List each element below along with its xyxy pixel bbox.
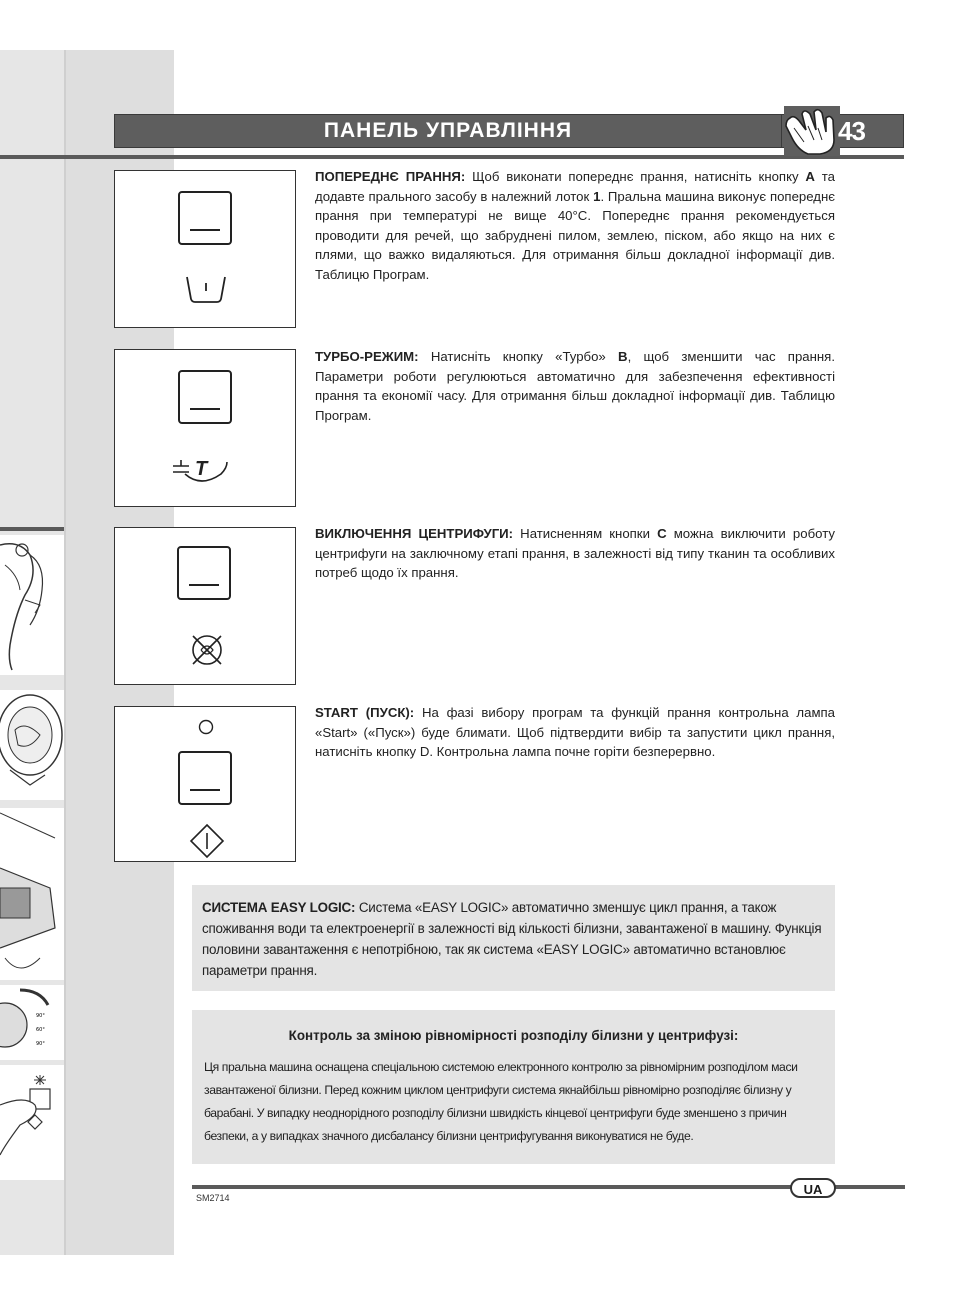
turbo-description: [315, 347, 835, 425]
spin-off-key-c: C: [657, 526, 667, 541]
turbo-heading: ТУРБО-РЕЖИМ:: [315, 349, 419, 364]
turbo-panel-box: [114, 349, 296, 507]
easy-logic-text: [202, 897, 823, 981]
drawer-sketch-image: [0, 808, 64, 980]
left-strip-divider: [64, 50, 66, 1255]
prewash-button[interactable]: [178, 191, 232, 245]
easy-logic-heading: СИСТЕМА EASY LOGIC:: [202, 900, 356, 915]
prewash-key-a: A: [805, 169, 815, 184]
start-description: [315, 703, 835, 762]
spin-control-box: [192, 1010, 835, 1164]
spin-off-panel-box: [114, 527, 296, 685]
prewash-text-3: . Пральна машина виконує попереднє прання при температурі не вище 40°С. Попереднє прання рекомендується проводити для речей, що забруднені пилом, землею, піском, або якщо на них є плями, що важко видаляються. Для отримання більш докладної інформації див. Таблицю Програм.: [315, 188, 835, 282]
document-code: SM2714: [196, 1193, 230, 1203]
drum-sketch-image: [0, 690, 64, 800]
start-heading: START (ПУСК):: [315, 705, 415, 720]
svg-text:90°: 90°: [36, 1041, 45, 1047]
turbo-button[interactable]: [178, 370, 232, 424]
spin-off-description: [315, 524, 835, 583]
header-rule: [0, 155, 904, 159]
turbo-text-2: , щоб зменшити час прання. Параметри роботи регулюються автоматично для забезпечення ефективності прання та економії часу. Для отримання більш докладної інформації див. Таблицю Програм.: [315, 349, 835, 423]
easy-logic-box: [192, 885, 835, 991]
spin-control-title: Контроль за зміною рівномірності розподілу білизни у центрифузі:: [288, 1028, 739, 1043]
language-badge: UA: [790, 1178, 836, 1198]
prewash-key-1: 1: [593, 188, 601, 204]
prewash-description: [315, 167, 835, 284]
start-indicator-lamp-icon: [198, 719, 214, 735]
hand-icon: [784, 106, 840, 156]
prewash-text-2: та додавте прального засобу в належний лоток: [315, 169, 836, 204]
start-button[interactable]: [178, 751, 232, 805]
svg-text:90°: 90°: [36, 1013, 45, 1019]
turbo-icon: [171, 454, 235, 484]
prewash-tub-icon: [185, 275, 227, 305]
spin-off-text-1: Натисненням кнопки: [513, 526, 658, 541]
hand-press-sketch-image: [0, 1065, 64, 1180]
turbo-text-1: Натисніть кнопку «Турбо»: [418, 349, 619, 364]
title-bar: [114, 114, 782, 148]
easy-logic-body: Система «EASY LOGIC» автоматично зменшує цикл прання, а також споживання води та електроенергії в залежності від кількості білизни, завантаженої в машину. Функція половини завантаження є непотрібною, так як система «EASY LOGIC» автоматично встановлює параметри прання.: [202, 900, 822, 978]
start-pause-icon: [189, 823, 225, 859]
dial-sketch-image: [0, 985, 64, 1060]
page-title: ПАНЕЛЬ УПРАВЛІННЯ: [323, 119, 573, 142]
side-rule: [0, 527, 64, 531]
svg-text:60°: 60°: [36, 1027, 45, 1033]
start-text: На фазі вибору програм та функцій прання контрольна лампа «Start» («Пуск») буде блимати. Щоб підтвердити вибір та запустити цикл прання, натисніть кнопку D. Контрольна лампа почне горіти безперервно.: [315, 705, 835, 759]
prewash-heading: ПОПЕРЕДНЄ ПРАННЯ:: [315, 169, 466, 184]
svg-text:T: T: [195, 458, 208, 480]
no-spin-icon: [187, 632, 227, 668]
spin-off-heading: ВИКЛЮЧЕННЯ ЦЕНТРИФУГИ:: [315, 526, 514, 541]
start-panel-box: [114, 706, 296, 862]
prewash-panel-box: [114, 170, 296, 328]
spin-control-text: Ця пральна машина оснащена спеціальною системою електронного контролю за рівномірним розподілом маси завантаженої білизни. Перед кожним циклом центрифуги система якнайбільш рівномірно розподіляє білизну у барабані. У випадку неоднорідного розподілу білизни швидкість кінцевої центрифуги буде зменшено з причин безпеки, а у випадках значного дисбалансу білизни центрифугування виконуватися не буде.: [204, 1060, 798, 1143]
turbo-key-b: B: [618, 349, 628, 364]
person-sketch-image: [0, 535, 64, 675]
prewash-text-1: Щоб виконати попереднє прання, натисніть кнопку: [465, 169, 806, 184]
spin-off-button[interactable]: [177, 546, 231, 600]
spin-off-text-2: можна виключити роботу центрифуги на заключному етапі прання, в залежності від типу тканин та особливих потреб щодо їх прання.: [315, 526, 835, 580]
page-number: 43: [838, 116, 865, 146]
